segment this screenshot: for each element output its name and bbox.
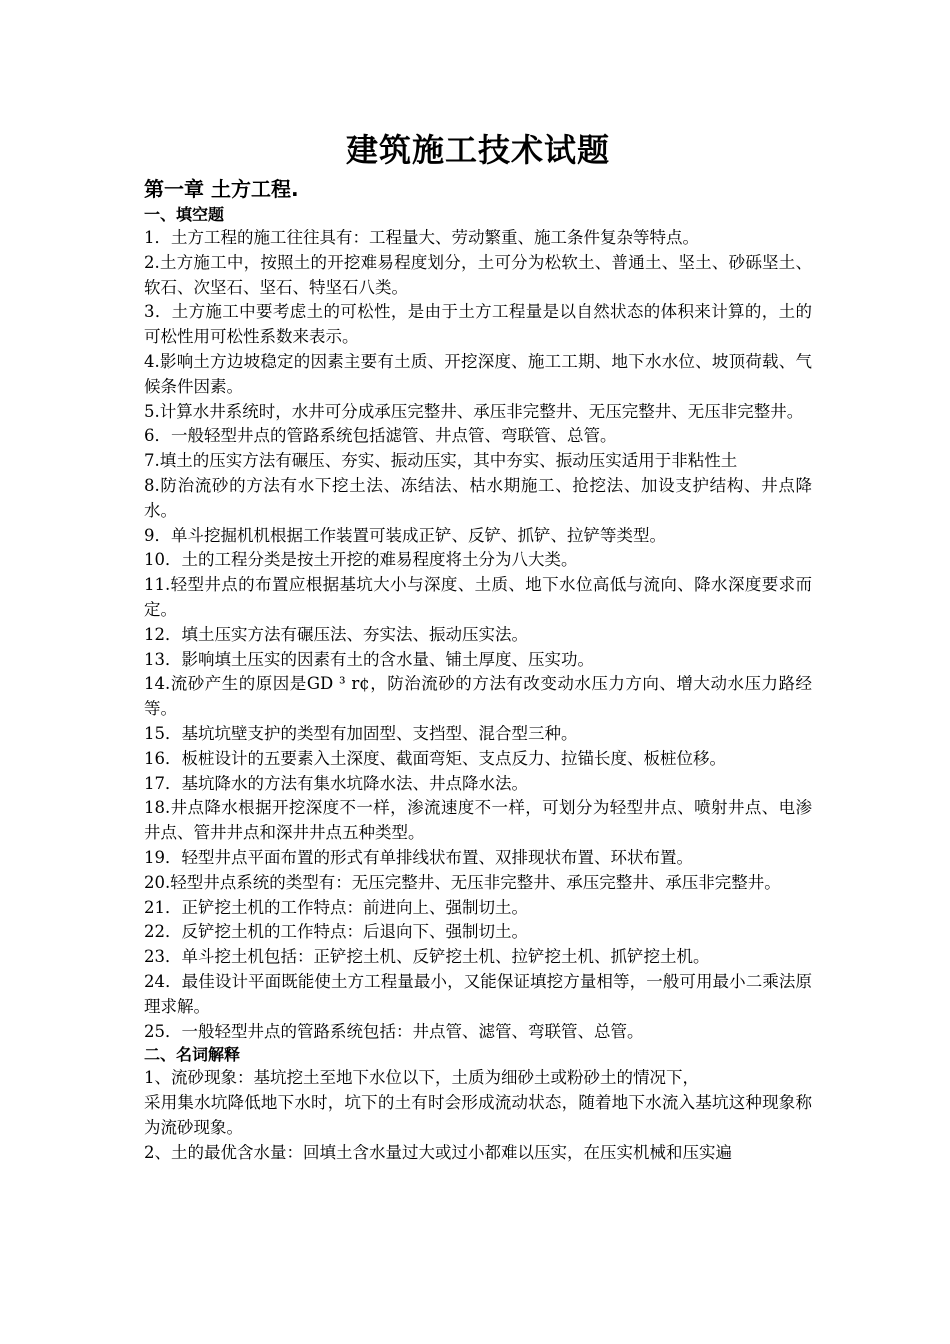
question-item: 3．土方施工中要考虑土的可松性，是由于土方工程量是以自然状态的体积来计算的，土的可松性用可松性系数来表示。 xyxy=(144,302,812,347)
question-item: 12．填土压实方法有碾压法、夯实法、振动压实法。 xyxy=(144,624,528,644)
question-item: 20.轻型井点系统的类型有：无压完整井、无压非完整井、承压完整井、承压非完整井。 xyxy=(144,872,781,892)
section-heading-fill-blank: 一、填空题 xyxy=(144,205,225,224)
question-item: 19．轻型井点平面布置的形式有单排线状布置、双排现状布置、环状布置。 xyxy=(144,847,693,867)
question-item: 15．基坑坑壁支护的类型有加固型、支挡型、混合型三种。 xyxy=(144,723,578,743)
question-item: 25．一般轻型井点的管路系统包括：井点管、滤管、弯联管、总管。 xyxy=(144,1021,644,1041)
question-item: 6．一般轻型井点的管路系统包括滤管、井点管、弯联管、总管。 xyxy=(144,426,617,446)
document-page xyxy=(144,128,812,1165)
question-item: 23．单斗挖土机包括：正铲挖土机、反铲挖土机、拉铲挖土机、抓铲挖土机。 xyxy=(144,947,710,967)
question-item: 24．最佳设计平面既能使土方工程量最小，又能保证填挖方量相等，一般可用最小二乘法原理求解。 xyxy=(144,971,812,1016)
question-item: 8.防治流砂的方法有水下挖土法、冻结法、枯水期施工、抢挖法、加设支护结构、井点降水。 xyxy=(144,475,812,520)
term-item: 采用集水坑降低地下水时，坑下的土有时会形成流动状态，随着地下水流入基坑这种现象称为流砂现象。 xyxy=(144,1093,812,1137)
question-item: 11.轻型井点的布置应根据基坑大小与深度、土质、地下水位高低与流向、降水深度要求而定。 xyxy=(144,575,812,619)
question-item: 18.井点降水根据开挖深度不一样，渗流速度不一样，可划分为轻型井点、喷射井点、电渗井点、管井井点和深井井点五种类型。 xyxy=(144,798,812,843)
question-item: 17．基坑降水的方法有集水坑降水法、井点降水法。 xyxy=(144,773,528,793)
question-item: 1．土方工程的施工往往具有：工程量大、劳动繁重、施工条件复杂等特点。 xyxy=(144,228,699,247)
question-item: 7.填土的压实方法有碾压、夯实、振动压实，其中夯实、振动压实适用于非粘性土 xyxy=(144,451,738,471)
question-item: 13．影响填土压实的因素有土的含水量、铺土厚度、压实功。 xyxy=(144,649,594,669)
question-item: 10．土的工程分类是按土开挖的难易程度将土分为八大类。 xyxy=(144,550,578,570)
question-item: 22．反铲挖土机的工作特点：后退向下、强制切土。 xyxy=(144,922,528,942)
question-item: 5.计算水井系统时，水井可分成承压完整井、承压非完整井、无压完整井、无压非完整井。 xyxy=(144,401,804,421)
question-item: 4.影响土方边坡稳定的因素主要有土质、开挖深度、施工工期、地下水水位、坡顶荷载、气候条件因素。 xyxy=(144,351,812,396)
document-title: 建筑施工技术试题 xyxy=(345,131,610,169)
question-item: 14.流砂产生的原因是GD ³ r¢，防治流砂的方法有改变动水压力方向、增大动水压力路经等。 xyxy=(144,674,812,719)
question-item: 16．板桩设计的五要素入土深度、截面弯矩、支点反力、拉锚长度、板桩位移。 xyxy=(144,748,726,768)
question-item: 21．正铲挖土机的工作特点：前进向上、强制切土。 xyxy=(144,897,528,917)
chapter-heading: 第一章 土方工程. xyxy=(144,177,299,201)
term-item: 2、土的最优含水量：回填土含水量过大或过小都难以压实，在压实机械和压实遍 xyxy=(144,1142,732,1162)
question-item: 2.土方施工中，按照土的开挖难易程度划分，土可分为松软土、普通土、坚土、砂砾坚土、软石、次坚石、坚石、特坚石八类。 xyxy=(144,252,812,297)
question-item: 9．单斗挖掘机机根据工作装置可装成正铲、反铲、抓铲、拉铲等类型。 xyxy=(144,525,666,545)
term-item: 1、流砂现象：基坑挖土至地下水位以下，土质为细砂土或粉砂土的情况下， xyxy=(144,1068,699,1088)
section-heading-terms: 二、名词解释 xyxy=(144,1045,241,1065)
